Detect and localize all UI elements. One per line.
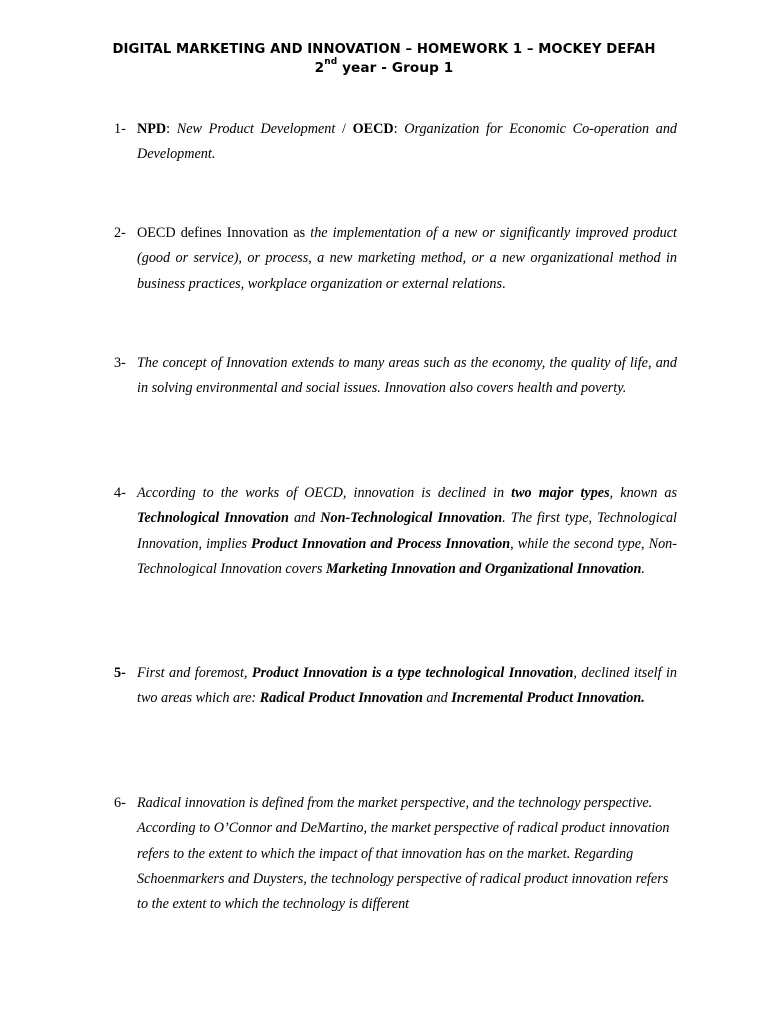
text-run: Marketing Innovation and Organizational Innovation	[326, 560, 642, 577]
text-run: , while the second type, Non-Technological Innovation covers	[137, 535, 677, 577]
list-item	[114, 481, 677, 582]
text-run: Organization for Economic Co-operation and Development.	[137, 121, 678, 163]
list-item-number: 1-	[114, 121, 126, 137]
text-run: and	[422, 690, 452, 707]
text-run: New Product Development	[176, 121, 336, 137]
list-item-text	[137, 351, 677, 402]
list-item	[114, 791, 677, 917]
list-item-number: 3-	[114, 355, 126, 371]
text-run: OECD defines Innovation as	[137, 225, 311, 241]
text-run: NPD	[137, 121, 167, 137]
text-run: the implementation of a new or significantly improved product (good or service), or process, a new marketing method, or a new organizational method in business practices, workplace organization or external relations	[137, 225, 677, 292]
list-item	[114, 661, 677, 712]
list-item-number: 4-	[114, 485, 126, 501]
list-item-text	[137, 791, 677, 917]
text-run: . The first type, Technological Innovation, implies	[137, 510, 677, 552]
text-run: :	[393, 121, 405, 137]
list-item	[114, 351, 677, 402]
subtitle-year-number: 2	[314, 60, 325, 76]
document-subtitle	[0, 57, 768, 76]
text-run: First and foremost,	[137, 665, 252, 681]
text-run: :	[166, 121, 177, 137]
list-item-number: 6-	[114, 795, 126, 811]
text-run: and	[288, 510, 321, 527]
list-item-number: 5-	[114, 665, 126, 681]
text-run: Product Innovation is a type technological Innovation	[251, 665, 574, 681]
list-item-text	[137, 481, 677, 582]
text-run: Product Innovation and Process Innovation	[251, 535, 511, 552]
text-run: , known as	[609, 485, 678, 501]
text-run: Radical innovation is defined from the market perspective, and the technology perspective. According to O’Connor and DeMartino, the market perspective of radical product innovation refers to the extent to which the impact of that innovation has on the market. Regarding Schoenmarkers and Duysters, the technology perspective of radical product innovation refers to the extent to which the technology is different	[137, 795, 670, 913]
text-run: Non-Technological Innovation	[320, 510, 503, 527]
subtitle-group: year - Group 1	[337, 60, 454, 76]
text-run: According to the works of OECD, innovation is declined in	[137, 485, 512, 501]
list-item-text	[137, 117, 677, 168]
list-item	[114, 221, 677, 297]
text-run: .	[502, 275, 506, 292]
text-run: two major types	[511, 485, 610, 501]
list-item-text	[137, 221, 677, 297]
subtitle-ordinal-suffix: nd	[324, 57, 338, 67]
list-item-number: 2-	[114, 225, 126, 241]
text-run: The concept of Innovation extends to many areas such as the economy, the quality of life, and in solving environmental and social issues. Innovation also covers health and poverty.	[137, 355, 677, 397]
text-run: /	[335, 121, 353, 137]
document-title: DIGITAL MARKETING AND INNOVATION – HOMEWORK 1 – MOCKEY DEFAH	[112, 42, 656, 57]
list-item-text	[137, 661, 677, 712]
text-run: Technological Innovation	[137, 510, 289, 527]
text-run: , declined itself in two areas which are:	[137, 665, 677, 707]
text-run: OECD	[352, 121, 394, 137]
text-run: Radical Product Innovation	[259, 690, 423, 707]
list-item	[114, 117, 677, 168]
text-run: .	[641, 560, 645, 577]
text-run: Incremental Product Innovation.	[451, 690, 645, 707]
